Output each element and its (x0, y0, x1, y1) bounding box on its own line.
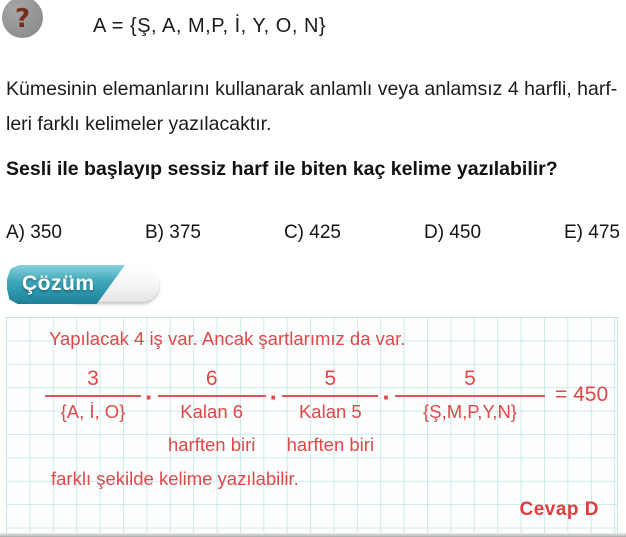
set-definition: A = {Ş, A, M,P, İ, Y, O, N} (93, 15, 327, 37)
option-b-value: 375 (169, 222, 201, 243)
question-body (6, 72, 622, 142)
option-e-value: 475 (588, 222, 620, 243)
question-body-line2: leri farklı kelimeler yazılacaktır. (6, 113, 272, 135)
option-d (424, 222, 481, 244)
option-a (6, 222, 62, 244)
fraction-2-numerator: 6 (205, 367, 218, 390)
solution-intro: Yapılacak 4 iş var. Ancak şartlarımız da var. (49, 328, 406, 349)
option-b (145, 222, 201, 244)
fraction-3 (282, 366, 378, 456)
option-c-key: C) (283, 222, 304, 243)
solution-badge-label: Çözüm (22, 272, 95, 295)
question-body-line1: Kümesinin elemanlarını kullanarak anlamlı veya anlamsız 4 harfli, harf- (6, 78, 618, 100)
solution-badge (7, 265, 159, 304)
fraction-1-denominator: {A, İ, O} (45, 395, 141, 423)
question-mark-icon (2, 0, 43, 38)
option-c-value: 425 (309, 222, 341, 243)
solution-box (6, 317, 618, 537)
option-a-key: A) (6, 222, 25, 243)
page-bottom-edge (0, 533, 626, 537)
option-e (564, 222, 620, 244)
fraction-4-numerator: 5 (464, 367, 476, 390)
fraction-3-numerator: 5 (324, 367, 337, 390)
fraction-1-numerator: 3 (87, 367, 99, 390)
fraction-3-denominator: Kalan 5 (282, 395, 378, 423)
fraction-3-note: harften biri (286, 434, 375, 455)
option-c (284, 222, 341, 244)
option-a-value: 350 (30, 222, 62, 243)
option-d-key: D) (423, 222, 445, 243)
fraction-4 (395, 366, 545, 423)
fraction-2-denominator: Kalan 6 (158, 395, 266, 423)
question-mark-glyph: ? (14, 3, 31, 34)
multiply-operator: · (382, 382, 392, 412)
multiply-operator: · (145, 382, 154, 412)
option-d-value: 450 (449, 222, 482, 243)
multiply-operator: · (269, 382, 279, 412)
option-e-key: E) (564, 222, 583, 243)
question-prompt: Sesli ile başlayıp sessiz harf ile biten kaç kelime yazılabilir? (6, 158, 558, 180)
fraction-4-denominator: {Ş,M,P,Y,N} (395, 395, 545, 423)
option-b-key: B) (144, 222, 164, 243)
fraction-2-note: harften biri (167, 434, 256, 455)
solution-equation (45, 366, 608, 456)
answer-badge: Cevap D (519, 499, 599, 520)
answer-options (6, 222, 620, 244)
equation-result: = 450 (555, 383, 609, 406)
fraction-2 (158, 366, 266, 456)
fraction-1 (45, 366, 141, 423)
solution-outro: farklı şekilde kelime yazılabilir. (51, 468, 299, 489)
